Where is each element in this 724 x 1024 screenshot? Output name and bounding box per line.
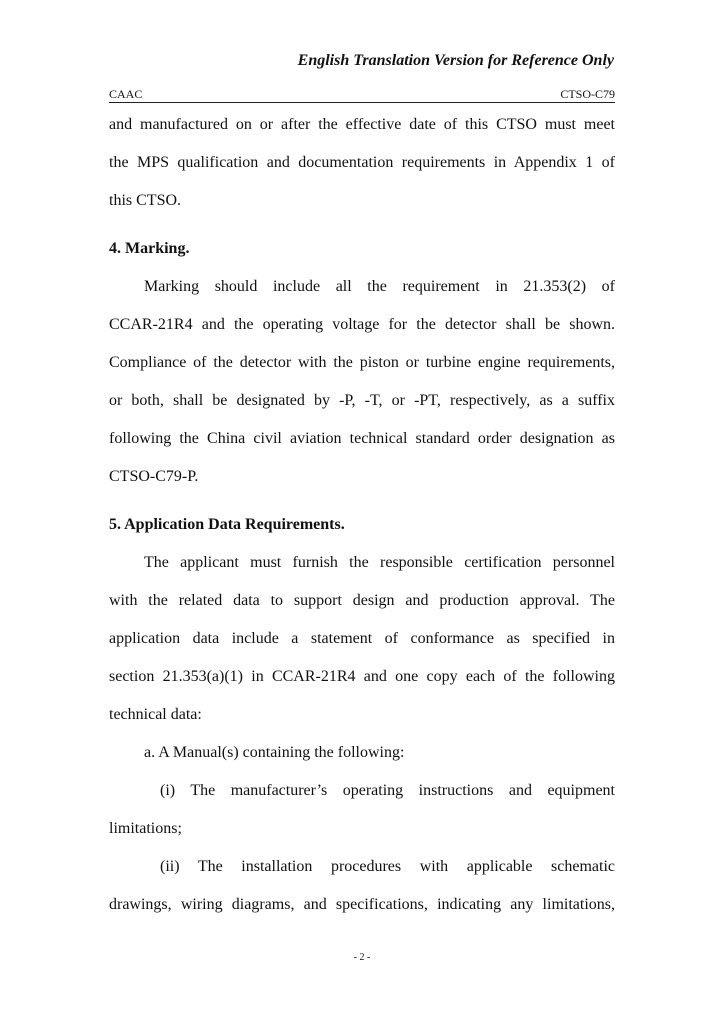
paragraph-line: CTSO-C79-P. bbox=[109, 468, 199, 485]
paragraph-line: The applicant must furnish the responsible certification personnel bbox=[144, 554, 615, 571]
paragraph-line: CCAR-21R4 and the operating voltage for the detector shall be shown. bbox=[109, 316, 615, 333]
document-body bbox=[109, 106, 615, 924]
list-item-ii: (ii) The installation procedures with applicable schematic bbox=[160, 858, 615, 875]
paragraph-line: and manufactured on or after the effective date of this CTSO must meet bbox=[109, 116, 615, 133]
header-rule bbox=[109, 102, 615, 103]
page-number: - 2 - bbox=[353, 952, 371, 963]
section-heading-marking: 4. Marking. bbox=[109, 240, 190, 257]
list-item-i: (i) The manufacturer’s operating instructions and equipment bbox=[160, 782, 615, 799]
paragraph-line: limitations; bbox=[109, 820, 182, 837]
paragraph-line: technical data: bbox=[109, 706, 202, 723]
header-left: CAAC bbox=[109, 87, 143, 101]
paragraph-line: with the related data to support design and production approval. The bbox=[109, 592, 615, 609]
translation-banner: English Translation Version for Reference Only bbox=[297, 52, 614, 69]
paragraph-line: drawings, wiring diagrams, and specifications, indicating any limitations, bbox=[109, 896, 615, 913]
paragraph-line: application data include a statement of conformance as specified in bbox=[109, 630, 615, 647]
section-heading-application-data: 5. Application Data Requirements. bbox=[109, 516, 345, 533]
paragraph-line: the MPS qualification and documentation requirements in Appendix 1 of bbox=[109, 154, 615, 171]
list-item-a: a. A Manual(s) containing the following: bbox=[144, 744, 405, 761]
paragraph-line: this CTSO. bbox=[109, 192, 182, 209]
paragraph-line: following the China civil aviation technical standard order designation as bbox=[109, 430, 615, 447]
paragraph-line: section 21.353(a)(1) in CCAR-21R4 and one copy each of the following bbox=[109, 668, 615, 685]
paragraph-line: Marking should include all the requirement in 21.353(2) of bbox=[144, 278, 615, 295]
paragraph-line: Compliance of the detector with the piston or turbine engine requirements, bbox=[109, 354, 615, 371]
header-right: CTSO-C79 bbox=[560, 87, 615, 101]
paragraph-line: or both, shall be designated by -P, -T, or -PT, respectively, as a suffix bbox=[109, 392, 615, 409]
